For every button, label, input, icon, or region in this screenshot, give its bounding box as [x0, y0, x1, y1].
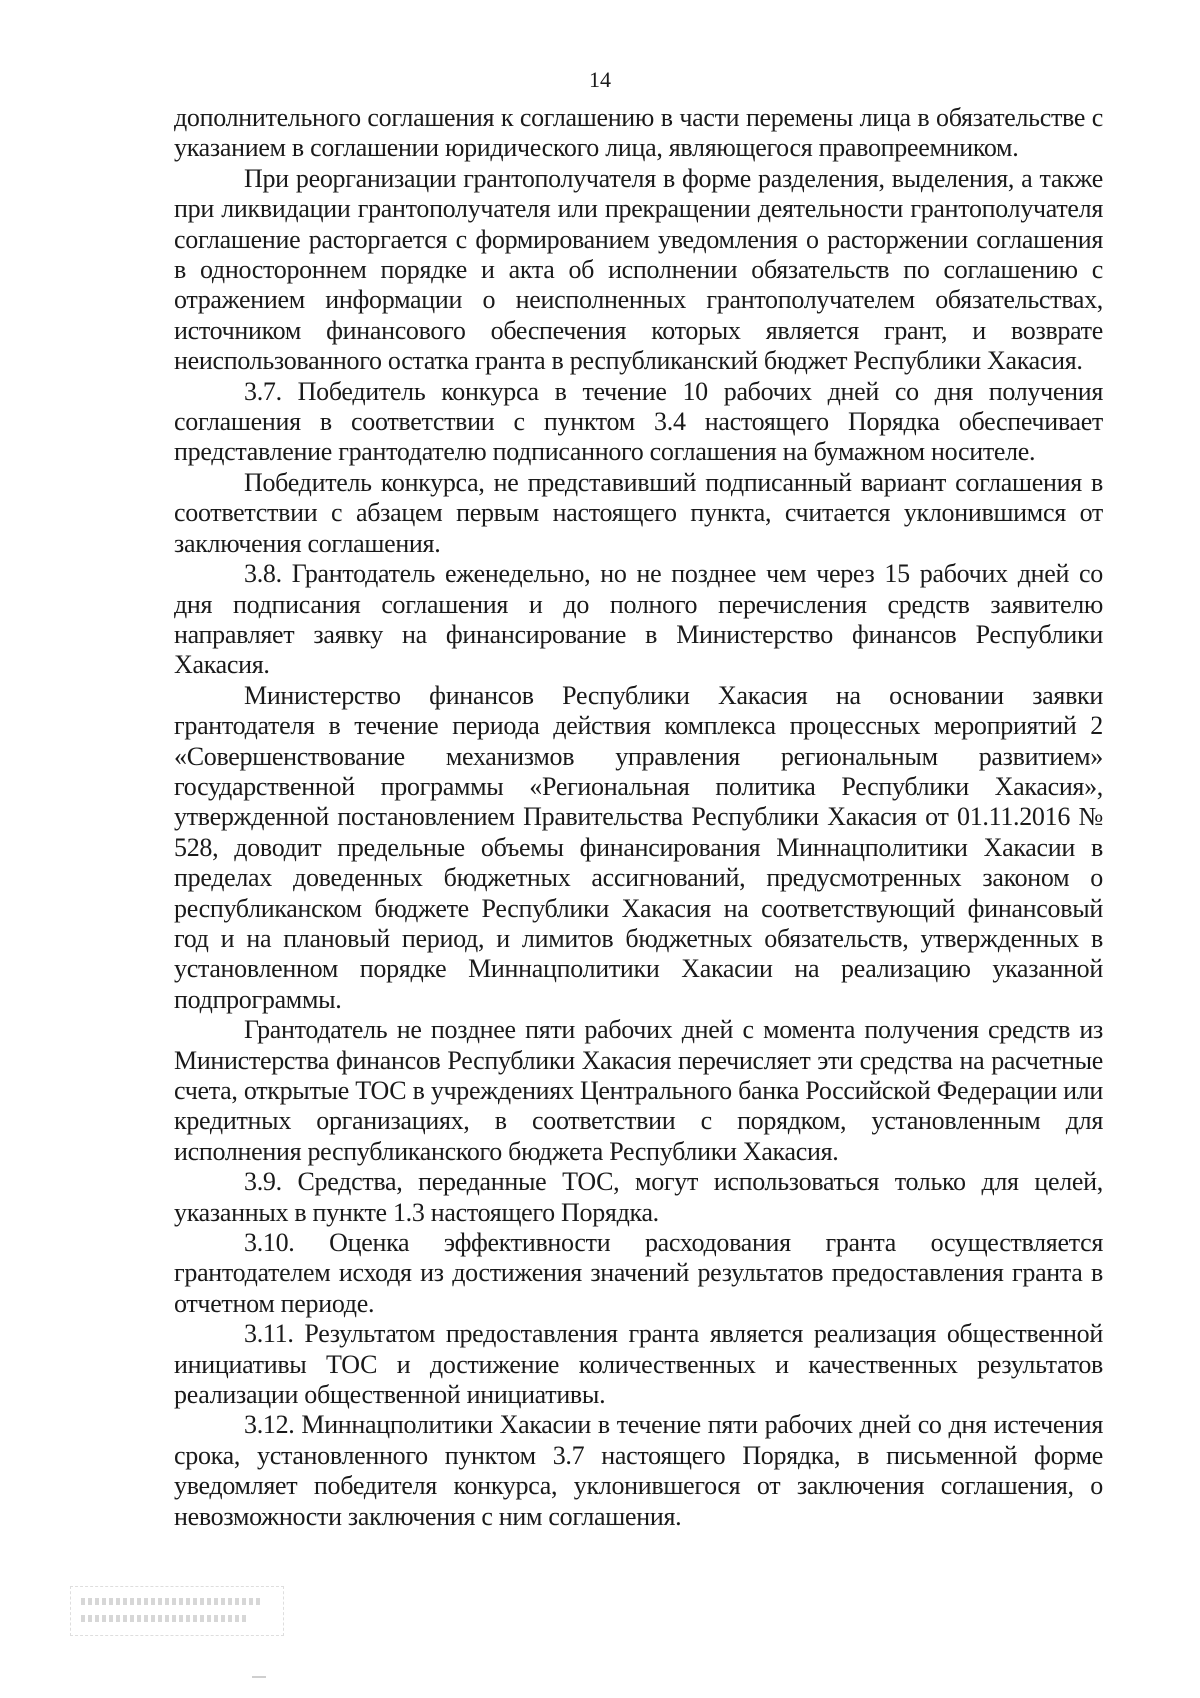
paragraph-reorganization: При реорганизации грантополучателя в форме разделения, выделения, а также при ликвидации грантополучателя или прекращении деятельности грантополучателя соглашение расторгается с формированием уведомления о расторжении соглашения в одностороннем порядке и акта об исполнении обязательств по соглашению с отражением информации о неисполненных грантополучателем обязательствах, источником финансового обеспечения которых является грант, и возврате неиспользованного остатка гранта в республиканский бюджет Республики Хакасия. — [174, 163, 1103, 376]
paragraph-3-7-evasion: Победитель конкурса, не представивший подписанный вариант соглашения в соответствии с абзацем первым настоящего пункта, считается уклонившимся от заключения соглашения. — [174, 467, 1103, 558]
paragraph-3-8-ministry: Министерство финансов Республики Хакасия на основании заявки грантодателя в течение периода действия комплекса процессных мероприятий 2 «Совершенствование механизмов управления региональным развитием» государственной программы «Региональная политика Республики Хакасия», утвержденной постановлением Правительства Республики Хакасия от 01.11.2016 № 528, доводит предельные объемы финансирования Миннацполитики Хакасии в пределах доведенных бюджетных ассигнований, предусмотренных законом о республиканском бюджете Республики Хакасия на соответствующий финансовый год и на плановый период, и лимитов бюджетных обязательств, утвержденных в установленном порядке Миннацполитики Хакасии на реализацию указанной подпрограммы. — [174, 680, 1103, 1014]
paragraph-continuation: дополнительного соглашения к соглашению в части перемены лица в обязательстве с указанием в соглашении юридического лица, являющегося правопреемником. — [174, 103, 1103, 163]
paragraph-3-8-transfer: Грантодатель не позднее пяти рабочих дней с момента получения средств из Министерства финансов Республики Хакасия перечисляет эти средства на расчетные счета, открытые ТОС в учреждениях Центрального банка Российской Федерации или кредитных организациях, в соответствии с порядком, установленным для исполнения республиканского бюджета Республики Хакасия. — [174, 1015, 1103, 1166]
paragraph-3-10: 3.10. Оценка эффективности расходования гранта осуществляется грантодателем исходя из достижения значений результатов предоставления гранта в отчетном периоде. — [174, 1228, 1103, 1318]
paragraph-3-7: 3.7. Победитель конкурса в течение 10 рабочих дней со дня получения соглашения в соответствии с пунктом 3.4 настоящего Порядка обеспечивает представление грантодателю подписанного соглашения на бумажном носителе. — [174, 376, 1103, 467]
document-body — [174, 103, 1103, 1532]
paragraph-3-12: 3.12. Миннацполитики Хакасии в течение пяти рабочих дней со дня истечения срока, установленного пунктом 3.7 настоящего Порядка, в письменной форме уведомляет победителя конкурса, уклонившегося от заключения соглашения, о невозможности заключения с ним соглашения. — [174, 1410, 1103, 1531]
paragraph-3-11: 3.11. Результатом предоставления гранта является реализация общественной инициативы ТОС и достижение количественных и качественных результатов реализации общественной инициативы. — [174, 1319, 1103, 1410]
paragraph-3-9: 3.9. Средства, переданные ТОС, могут использоваться только для целей, указанных в пункте 1.3 настоящего Порядка. — [174, 1167, 1103, 1227]
faded-stamp-mark — [252, 1676, 266, 1678]
faded-stamp — [70, 1586, 284, 1636]
page-number: 14 — [589, 67, 611, 92]
paragraph-3-8: 3.8. Грантодатель еженедельно, но не позднее чем через 15 рабочих дней со дня подписания соглашения и до полного перечисления средств заявителю направляет заявку на финансирование в Министерство финансов Республики Хакасия. — [174, 559, 1103, 680]
